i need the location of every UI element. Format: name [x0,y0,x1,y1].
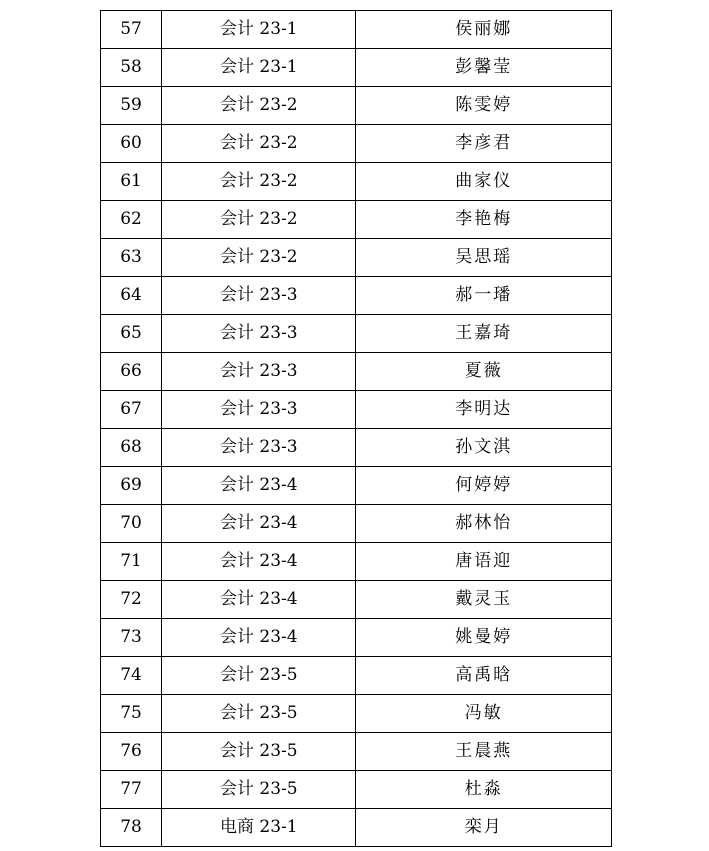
class-name: 会计 23-4 [162,543,356,581]
table-row [101,125,612,163]
student-name: 陈雯婷 [356,87,612,125]
student-name: 孙文淇 [356,429,612,467]
student-name: 曲家仪 [356,163,612,201]
class-name: 会计 23-5 [162,657,356,695]
student-name: 杜淼 [356,771,612,809]
row-number: 74 [101,657,162,695]
row-number: 72 [101,581,162,619]
table-row [101,353,612,391]
table-row [101,771,612,809]
table-row [101,239,612,277]
table-row [101,581,612,619]
class-name: 会计 23-2 [162,125,356,163]
row-number: 71 [101,543,162,581]
student-name: 侯丽娜 [356,11,612,49]
row-number: 65 [101,315,162,353]
table-row [101,391,612,429]
student-name: 夏薇 [356,353,612,391]
class-name: 会计 23-4 [162,467,356,505]
table-row [101,657,612,695]
row-number: 60 [101,125,162,163]
class-name: 会计 23-5 [162,733,356,771]
class-name: 会计 23-5 [162,771,356,809]
table-row [101,87,612,125]
row-number: 58 [101,49,162,87]
row-number: 62 [101,201,162,239]
student-name: 王晨燕 [356,733,612,771]
roster-body [101,11,612,847]
class-name: 会计 23-3 [162,391,356,429]
row-number: 57 [101,11,162,49]
class-name: 会计 23-1 [162,49,356,87]
table-row [101,277,612,315]
row-number: 64 [101,277,162,315]
table-row [101,809,612,847]
row-number: 61 [101,163,162,201]
class-name: 会计 23-2 [162,201,356,239]
row-number: 75 [101,695,162,733]
table-row [101,201,612,239]
student-name: 姚曼婷 [356,619,612,657]
student-name: 彭馨莹 [356,49,612,87]
table-row [101,695,612,733]
class-name: 会计 23-1 [162,11,356,49]
table-row [101,619,612,657]
student-name: 李艳梅 [356,201,612,239]
row-number: 70 [101,505,162,543]
student-name: 高禹晗 [356,657,612,695]
class-name: 会计 23-5 [162,695,356,733]
row-number: 78 [101,809,162,847]
table-row [101,429,612,467]
class-name: 会计 23-4 [162,619,356,657]
row-number: 59 [101,87,162,125]
table-row [101,733,612,771]
student-roster-table [100,10,612,847]
table-row [101,467,612,505]
row-number: 66 [101,353,162,391]
row-number: 73 [101,619,162,657]
student-name: 郝一璠 [356,277,612,315]
table-row [101,543,612,581]
student-name: 郝林怡 [356,505,612,543]
row-number: 63 [101,239,162,277]
class-name: 会计 23-3 [162,353,356,391]
student-name: 李明达 [356,391,612,429]
student-name: 何婷婷 [356,467,612,505]
student-name: 栾月 [356,809,612,847]
row-number: 67 [101,391,162,429]
table-row [101,163,612,201]
class-name: 会计 23-4 [162,581,356,619]
class-name: 会计 23-2 [162,163,356,201]
class-name: 会计 23-3 [162,277,356,315]
class-name: 会计 23-4 [162,505,356,543]
row-number: 77 [101,771,162,809]
student-name: 李彦君 [356,125,612,163]
class-name: 会计 23-3 [162,429,356,467]
student-name: 唐语迎 [356,543,612,581]
class-name: 会计 23-2 [162,239,356,277]
row-number: 69 [101,467,162,505]
table-row [101,315,612,353]
class-name: 电商 23-1 [162,809,356,847]
row-number: 68 [101,429,162,467]
table-row [101,505,612,543]
student-name: 王嘉琦 [356,315,612,353]
student-name: 戴灵玉 [356,581,612,619]
row-number: 76 [101,733,162,771]
table-row [101,49,612,87]
table-row [101,11,612,49]
class-name: 会计 23-2 [162,87,356,125]
student-name: 吴思瑶 [356,239,612,277]
class-name: 会计 23-3 [162,315,356,353]
student-name: 冯敏 [356,695,612,733]
